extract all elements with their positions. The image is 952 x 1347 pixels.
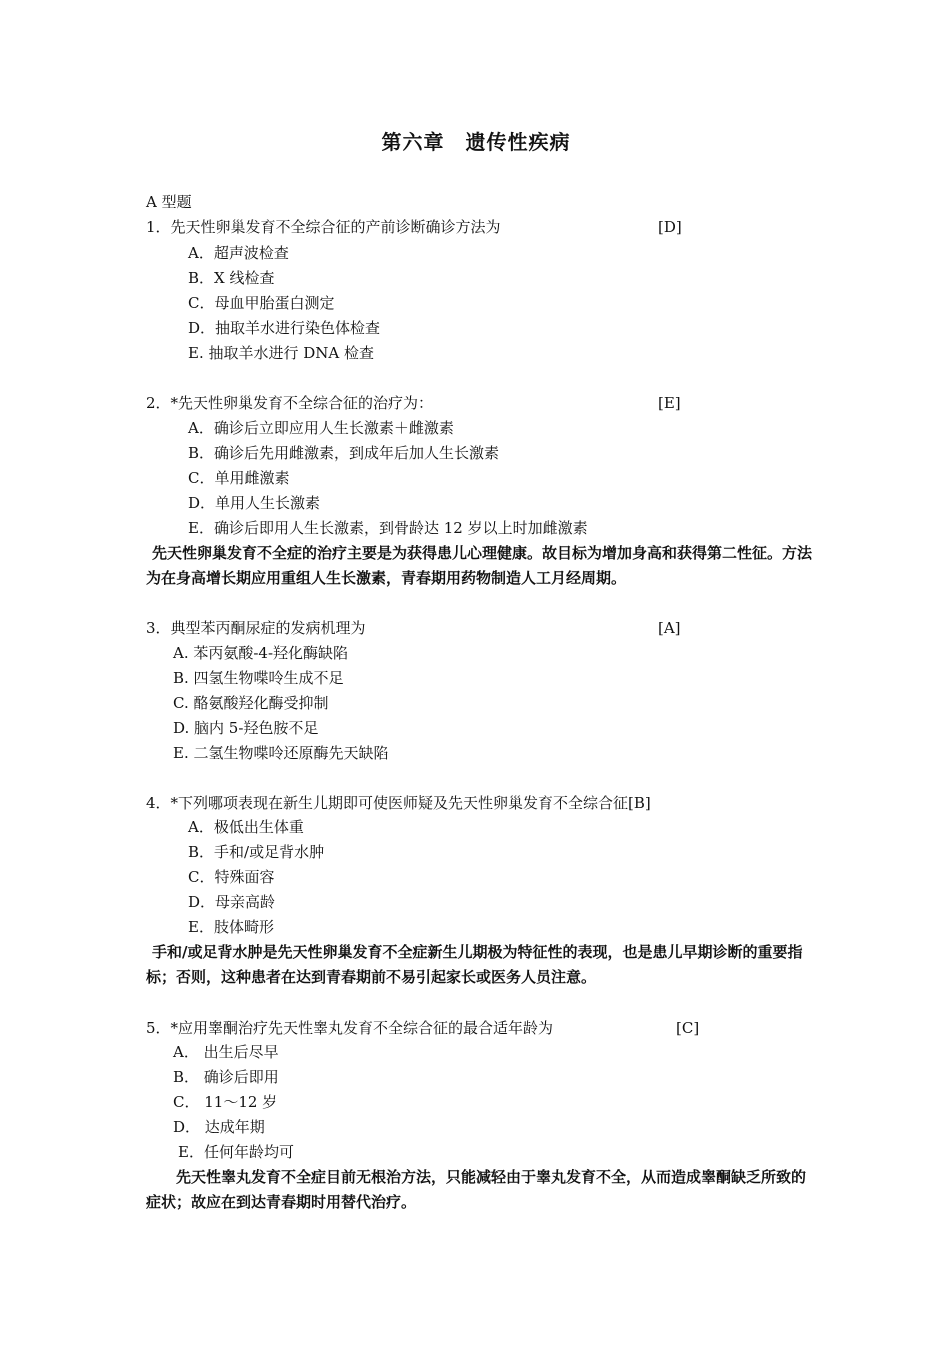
option: A．极低出生体重	[188, 818, 304, 836]
option: C． 11～12 岁	[173, 1093, 278, 1111]
option: E．确诊后即用人生长激素，到骨龄达 12 岁以上时加雌激素	[188, 519, 588, 537]
question-stem: 4．*下列哪项表现在新生儿期即可使医师疑及先天性卵巢发育不全综合征[B]	[146, 794, 651, 812]
option: C．母血甲胎蛋白测定	[188, 294, 335, 312]
option: B. 四氢生物喋呤生成不足	[173, 669, 344, 687]
option: B． 确诊后即用	[173, 1068, 279, 1086]
option: D． 达成年期	[173, 1118, 265, 1136]
option: A．确诊后立即应用人生长激素＋雌激素	[188, 419, 454, 437]
option: B．X 线检查	[188, 269, 275, 287]
option: E. 二氢生物喋呤还原酶先天缺陷	[173, 744, 389, 762]
question-stem: 5．*应用睾酮治疗先天性睾丸发育不全综合征的最合适年龄为	[146, 1019, 554, 1037]
question-stem: 3．典型苯丙酮尿症的发病机理为	[146, 619, 366, 637]
option: C. 酪氨酸羟化酶受抑制	[173, 694, 329, 712]
answer-key: [D]	[658, 218, 682, 236]
option: E. 抽取羊水进行 DNA 检查	[188, 344, 375, 362]
option: A． 出生后尽早	[173, 1043, 279, 1061]
answer-key: [A]	[658, 619, 681, 637]
explanation-note: 先天性睾丸发育不全症目前无根治方法，只能减轻由于睾丸发育不全，从而造成睾酮缺乏所致的症状；故应在到达青春期时用替代治疗。	[146, 1168, 807, 1211]
question-stem: 1．先天性卵巢发育不全综合征的产前诊断确诊方法为	[146, 218, 501, 236]
option: A．超声波检查	[188, 244, 289, 262]
option: D．母亲高龄	[188, 893, 276, 911]
option: E．肢体畸形	[188, 918, 274, 936]
answer-key: [E]	[658, 394, 681, 412]
explanation-note: 先天性卵巢发育不全症的治疗主要是为获得患儿心理健康。故目标为增加身高和获得第二性征。方法为在身高增长期应用重组人生长激素，青春期用药物制造人工月经周期。	[146, 544, 813, 587]
option: A. 苯丙氨酸-4-羟化酶缺陷	[173, 644, 349, 662]
option: C．特殊面容	[188, 868, 275, 886]
option: B．确诊后先用雌激素，到成年后加人生长激素	[188, 444, 500, 462]
option: D．抽取羊水进行染色体检查	[188, 319, 381, 337]
explanation-note: 手和/或足背水肿是先天性卵巢发育不全症新生儿期极为特征性的表现，也是患儿早期诊断的重要指标；否则，这种患者在达到青春期前不易引起家长或医务人员注意。	[146, 943, 803, 986]
question-stem: 2．*先天性卵巢发育不全综合征的治疗为：	[146, 394, 434, 412]
answer-key: [C]	[676, 1019, 700, 1037]
option: E．任何年龄均可	[178, 1143, 294, 1161]
option: C．单用雌激素	[188, 469, 290, 487]
option: D．单用人生长激素	[188, 494, 321, 512]
section-label: A 型题	[146, 193, 192, 211]
chapter-title: 第六章 遗传性疾病	[381, 130, 571, 154]
option: D. 脑内 5-羟色胺不足	[173, 719, 319, 737]
option: B．手和/或足背水肿	[188, 843, 325, 861]
